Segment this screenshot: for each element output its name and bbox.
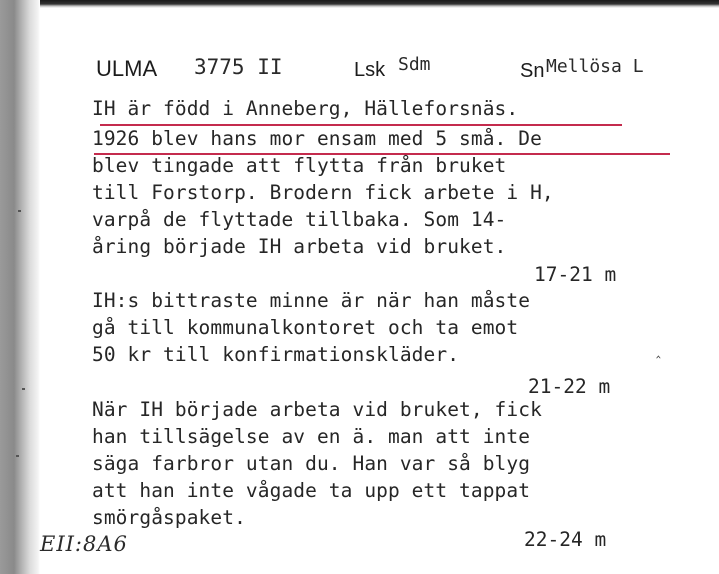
scan-left-edge: [0, 0, 40, 574]
scan-speck: [22, 388, 25, 390]
timestamp: 21-22 m: [528, 375, 611, 398]
timestamp: 22-24 m: [524, 528, 607, 551]
archive-label: ULMA: [96, 56, 158, 81]
text-line: gå till kommunalkontoret och ta emot: [92, 316, 519, 339]
socken-label: Sn: [520, 60, 545, 82]
record-number: 3775 II: [194, 55, 283, 79]
text-line: varpå de flyttade tillbaka. Som 14-: [92, 208, 507, 231]
pencil-mark: ‸: [656, 343, 661, 359]
text-line: När IH började arbeta vid bruket, fick: [92, 398, 542, 421]
timestamp: 17-21 m: [534, 263, 617, 286]
landskap-value: Sdm: [398, 54, 431, 75]
scan-speck: [18, 210, 21, 212]
text-line: 50 kr till konfirmationskläder.: [92, 343, 460, 366]
card-header: [96, 52, 696, 92]
text-line: säga farbror utan du. Han var så blyg: [92, 452, 531, 475]
text-line: IH:s bittraste minne är när han måste: [92, 289, 531, 312]
scan-top-edge: [40, 0, 719, 8]
text-line: smörgåspaket.: [92, 506, 246, 529]
text-line: till Forstorp. Brodern fick arbete i H,: [92, 181, 554, 204]
text-line: han tillsägelse av en ä. man att inte: [92, 425, 531, 448]
text-line: blev tingade att flytta från bruket: [92, 154, 507, 177]
text-line: att han inte vågade ta upp ett tappat: [92, 479, 531, 502]
text-line: 1926 blev hans mor ensam med 5 små. De: [92, 127, 542, 150]
text-line: IH är född i Anneberg, Hälleforsnäs.: [92, 97, 519, 120]
handwritten-code: EII:8A6: [40, 532, 128, 556]
text-line: åring började IH arbeta vid bruket.: [92, 235, 507, 258]
socken-value: Mellösa L: [546, 56, 644, 77]
scan-speck: [16, 455, 19, 457]
landskap-label: Lsk: [354, 59, 386, 81]
highlight-underline: [100, 124, 622, 126]
